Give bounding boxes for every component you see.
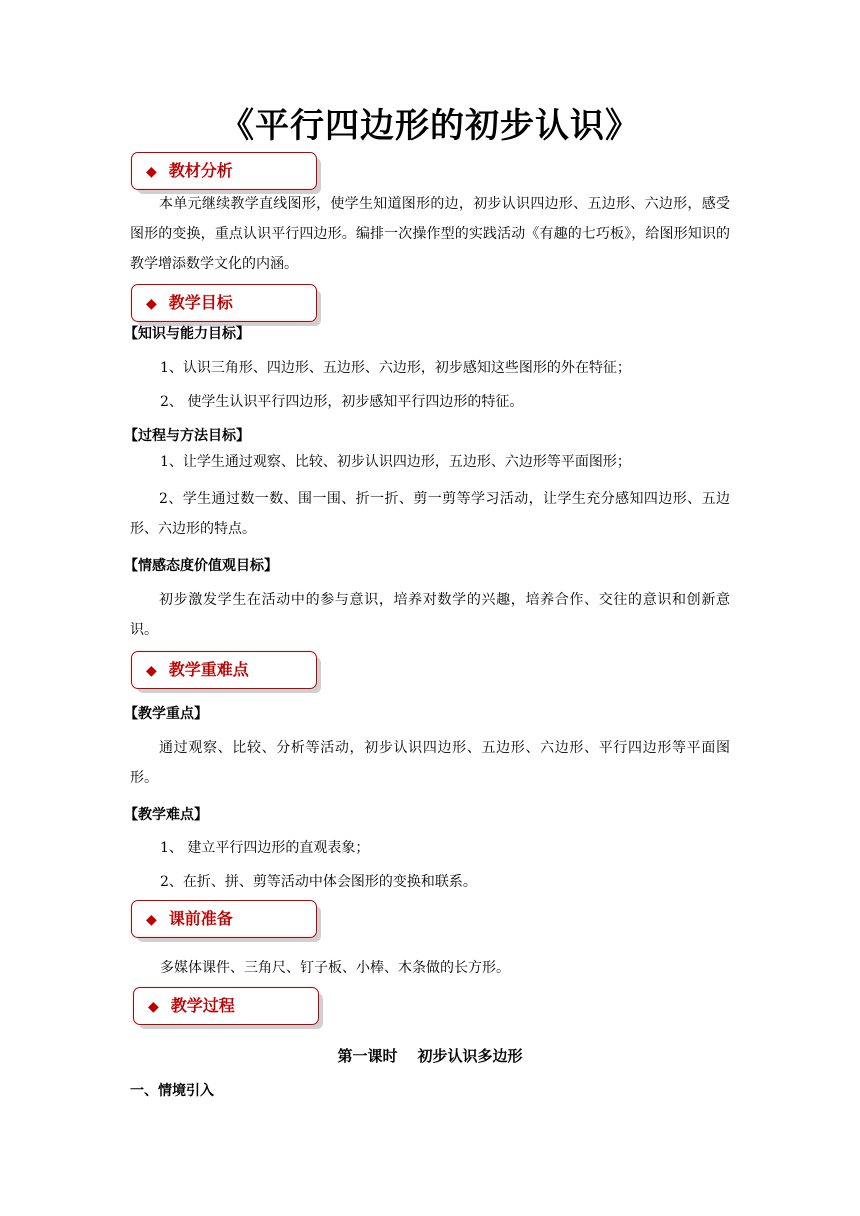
knowledge-item: 2、 使学生认识平行四边形，初步感知平行四边形的特征。: [160, 394, 524, 410]
section-label-process: [133, 987, 319, 1025]
section-label-analysis: [131, 152, 317, 190]
section-label-text: 课前准备: [168, 909, 233, 928]
lesson-number: 第一课时: [337, 1047, 398, 1065]
focus-heading: 【教学重点】: [124, 706, 208, 722]
diamond-icon: ◆: [146, 296, 157, 312]
process-item: 2、学生通过数一数、围一围、折一折、剪一剪等学习活动，让学生充分感知四边形、五边形、六边形的特点。: [130, 491, 730, 537]
difficulty-item: 2、在折、拼、剪等活动中体会图形的变换和联系。: [160, 874, 477, 890]
analysis-paragraph: 本单元继续教学直线图形，使学生知道图形的边，初步认识四边形、五边形、六边形，感受图形的变换，重点认识平行四边形。编排一次操作型的实践活动《有趣的七巧板》，给图形知识的教学增添数学文化的内涵。: [130, 196, 730, 272]
diamond-icon: ◆: [146, 912, 157, 928]
focus-paragraph: 通过观察、比较、分析等活动，初步认识四边形、五边形、六边形、平行四边形等平面图形。: [130, 740, 730, 786]
diamond-icon: ◆: [146, 164, 157, 180]
document-title: 《平行四边形的初步认识》: [220, 106, 640, 146]
emotion-paragraph: 初步激发学生在活动中的参与意识，培养对数学的兴趣，培养合作、交往的意识和创新意识。: [130, 592, 730, 638]
process-heading: 【过程与方法目标】: [124, 428, 250, 444]
section-label-goals: [131, 284, 317, 322]
section-label-text: 教学重难点: [168, 660, 249, 679]
section-label-prep: [131, 900, 317, 938]
prep-paragraph: 多媒体课件、三角尺、钉子板、小棒、木条做的长方形。: [160, 960, 510, 976]
emotion-heading: 【情感态度价值观目标】: [124, 558, 278, 574]
diamond-icon: ◆: [146, 663, 157, 679]
difficulty-heading: 【教学难点】: [124, 807, 208, 823]
lesson-heading: [0, 1045, 860, 1067]
knowledge-heading: 【知识与能力目标】: [124, 326, 250, 342]
difficulty-item: 1、 建立平行四边形的直观表象；: [160, 840, 370, 856]
knowledge-item: 1、认识三角形、四边形、五边形、六边形，初步感知这些图形的外在特征；: [160, 360, 631, 376]
section-label-text: 教材分析: [168, 161, 233, 180]
section-label-text: 教学目标: [168, 293, 233, 312]
process-item: 1、让学生通过观察、比较、初步认识四边形，五边形、六边形等平面图形；: [160, 454, 631, 470]
step-heading: 一、情境引入: [130, 1083, 214, 1099]
section-label-key-points: [131, 651, 317, 689]
lesson-topic: 初步认识多边形: [417, 1047, 523, 1065]
section-label-text: 教学过程: [170, 996, 235, 1015]
diamond-icon: ◆: [148, 999, 159, 1015]
